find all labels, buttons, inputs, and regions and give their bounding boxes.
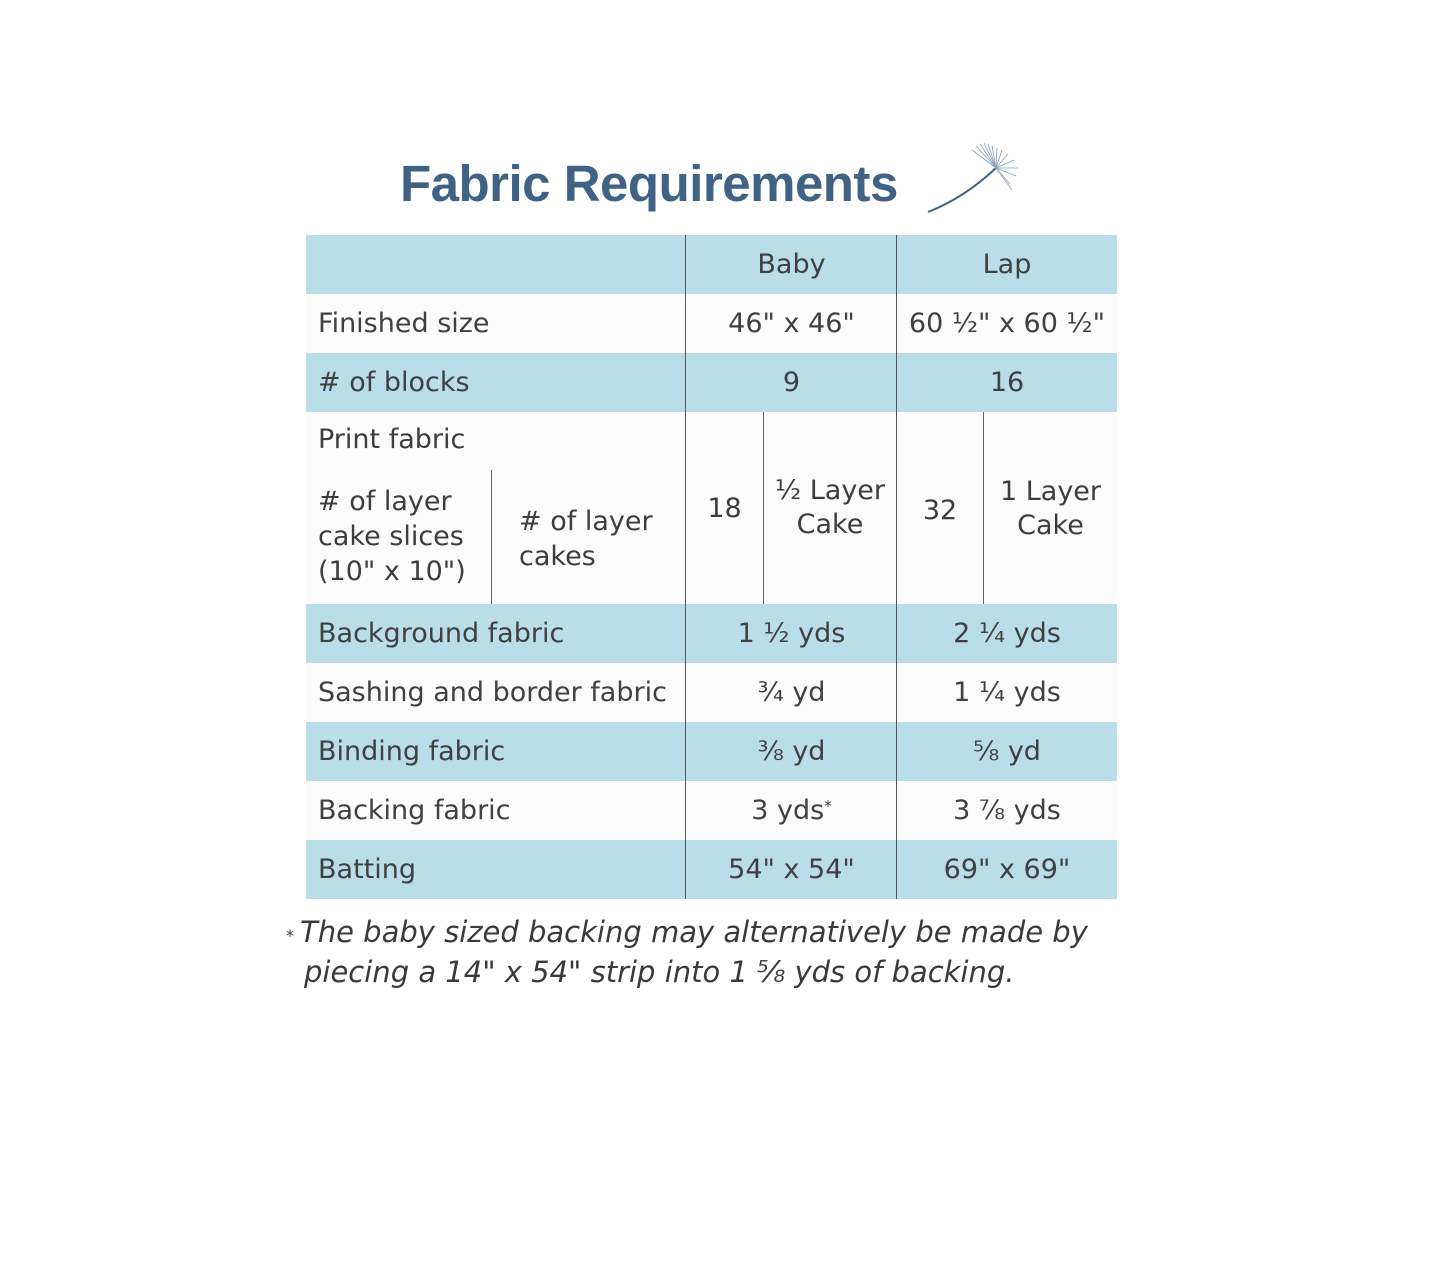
table-row [306,604,1117,663]
cakes-label-line: cakes [519,541,596,572]
row-label: Binding fabric [318,736,506,767]
lap-value: 3 ⅞ yds [953,795,1061,826]
baby-value: 1 ½ yds [737,618,846,649]
cakes-label-line: # of layer [519,506,653,537]
feather-icon [924,140,1024,220]
footnote-line: piecing a 14" x 54" strip into 1 ⅝ yds of backing. [304,955,1015,989]
table-row [306,840,1117,899]
page-title: Fabric Requirements [400,155,898,212]
baby-value: 9 [782,367,801,398]
title-area [0,140,1445,230]
table-row [306,781,1117,840]
lap-value: 16 [989,367,1025,398]
print-fabric-row [306,412,1117,604]
row-label: # of blocks [318,367,470,398]
row-label: Finished size [318,308,490,339]
baby-value [686,781,897,840]
header-baby: Baby [757,249,826,280]
row-label: Batting [318,854,416,885]
sub-divider [491,470,492,604]
lap-value: 69" x 69" [943,854,1071,885]
footnote [286,912,1186,992]
baby-cakes-line: ½ Layer [774,475,886,506]
footnote-line: The baby sized backing may alternatively be made by [300,915,1088,949]
row-label: Backing fabric [318,795,511,826]
baby-cakes-line: Cake [796,509,864,540]
table-row [306,722,1117,781]
baby-value: ¾ yd [757,677,826,708]
slices-label [318,484,466,589]
lap-cakes-line: Cake [1017,510,1084,541]
lap-value: 1 ¼ yds [953,677,1061,708]
lap-slices: 32 [922,495,958,526]
table-row [306,294,1117,353]
slices-label-line: # of layer [318,486,452,517]
cakes-label [519,504,653,574]
row-label: Background fabric [318,618,565,649]
lap-value: ⅝ yd [973,736,1041,767]
footnote-mark: * [824,797,832,815]
header-lap: Lap [982,249,1032,280]
baby-value: 54" x 54" [728,854,855,885]
row-label: Sashing and border fabric [318,677,667,708]
lap-cakes [984,475,1117,543]
footnote-star: * [286,926,294,945]
slices-label-line: (10" x 10") [318,556,466,587]
baby-slices: 18 [707,493,742,524]
table-header-row [306,235,1117,294]
lap-cakes-line: 1 Layer [999,476,1102,507]
print-fabric-label: Print fabric [318,424,466,455]
lap-value: 60 ½" x 60 ½" [908,308,1106,339]
header-blank [318,235,678,294]
baby-value-text: 3 yds [751,795,825,826]
baby-value: 46" x 46" [728,308,855,339]
baby-value: ⅜ yd [757,736,826,767]
fabric-table [306,235,1117,899]
lap-value: 2 ¼ yds [953,618,1061,649]
table-row [306,663,1117,722]
slices-label-line: cake slices [318,521,464,552]
table-row [306,353,1117,412]
baby-cakes [764,474,896,542]
